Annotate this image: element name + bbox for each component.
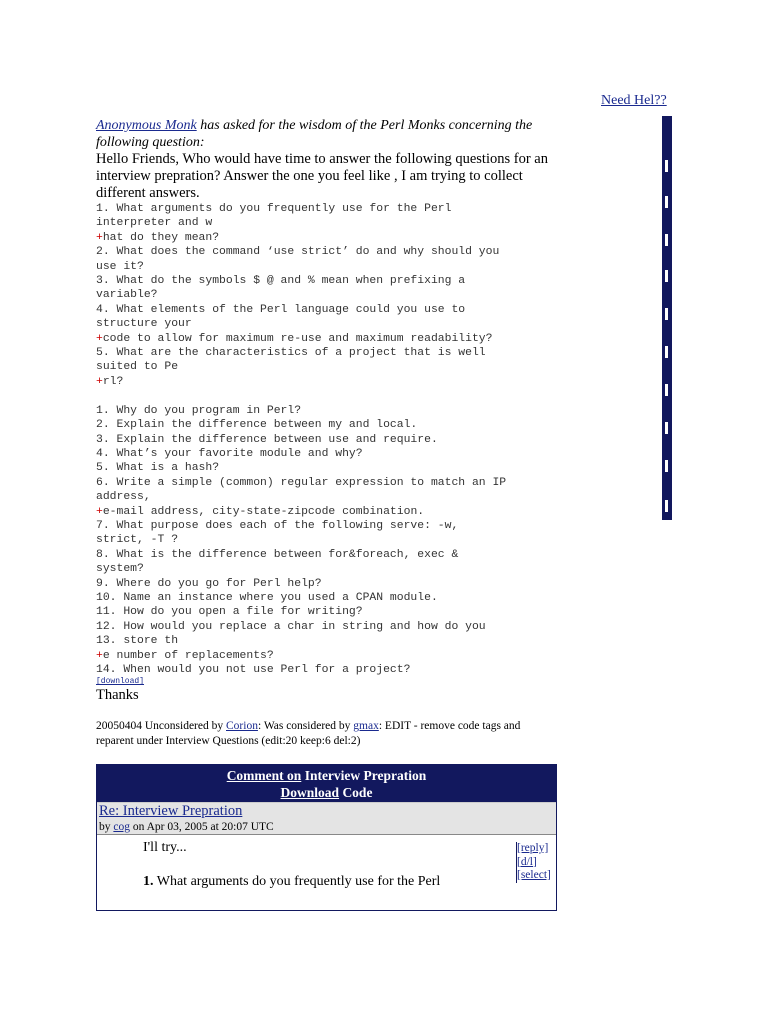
reply-line — [143, 873, 440, 890]
code-line: 1. Why do you program in Perl? — [96, 404, 302, 417]
sidebar-tick — [665, 346, 668, 358]
consider-text: Unconsidered by — [142, 720, 226, 733]
reply-links — [516, 842, 556, 883]
code-line: system? — [96, 563, 144, 576]
sidebar-tick — [665, 308, 668, 320]
sidebar-tick — [665, 384, 668, 396]
code-line: 8. What is the difference between for&foreach, exec & — [96, 548, 459, 561]
reply-date: on Apr 03, 2005 at 20:07 UTC — [129, 821, 274, 833]
code-line: +rl? — [96, 375, 124, 388]
code-line: structure your — [96, 318, 192, 331]
post-thanks: Thanks — [96, 687, 139, 704]
code-line: 3. What do the symbols $ @ and % mean when prefixing a — [96, 275, 466, 288]
code-line: +e number of replacements? — [96, 649, 274, 662]
download-link[interactable]: [download] — [96, 677, 145, 687]
sidebar-tick — [665, 270, 668, 282]
consider-text: : Was considered by — [257, 720, 354, 733]
user-link-gmax[interactable]: gmax — [353, 720, 379, 733]
dl-link[interactable]: [d/l] — [517, 855, 537, 868]
post-intro — [96, 117, 556, 151]
sidebar-bar — [662, 116, 672, 520]
need-help-link[interactable]: Need Hel?? — [601, 93, 667, 108]
author-link[interactable]: Anonymous Monk — [96, 118, 197, 133]
sidebar-tick — [665, 422, 668, 434]
code-line: 4. What elements of the Perl language could you use to — [96, 303, 466, 316]
code-line: interpreter and w — [96, 217, 213, 230]
code-line: 5. What is a hash? — [96, 462, 220, 475]
post-greeting: Hello Friends, Who would have time to answer the following questions for an interview prepration? Answer the one you feel like , I am trying to collect different answers. — [96, 151, 548, 201]
code-line: 12. How would you replace a char in string and how do you — [96, 620, 486, 633]
code-line: 7. What purpose does each of the following serve: -w, — [96, 519, 459, 532]
code-line: 11. How do you open a file for writing? — [96, 606, 363, 619]
code-line: +e-mail address, city-state-zipcode combination. — [96, 505, 425, 518]
code-line: suited to Pe — [96, 361, 179, 374]
code-line: use it? — [96, 260, 144, 273]
code-line: 2. Explain the difference between my and local. — [96, 419, 418, 432]
reply-number: 1. — [143, 874, 154, 889]
code-line: 3. Explain the difference between use and require. — [96, 433, 438, 446]
code-line: +hat do they mean? — [96, 231, 220, 244]
sidebar-tick — [665, 460, 668, 472]
reply-text: What arguments do you frequently use for the Perl — [153, 874, 441, 889]
code-line: 6. Write a simple (common) regular expression to match an IP — [96, 476, 507, 489]
sidebar-tick — [665, 160, 668, 172]
reply-line: I'll try... — [143, 840, 187, 855]
consider-date: 20050404 — [96, 720, 142, 733]
code-line: 4. What’s your favorite module and why? — [96, 447, 363, 460]
reply-by: by — [99, 821, 114, 833]
code-line: variable? — [96, 289, 158, 302]
code-line: strict, -T ? — [96, 534, 179, 547]
code-line: 9. Where do you go for Perl help? — [96, 577, 322, 590]
consideration-note — [96, 719, 556, 749]
code-line: 14. When would you not use Perl for a project? — [96, 664, 411, 676]
code-line: 5. What are the characteristics of a project that is well — [96, 347, 486, 360]
comment-box — [96, 764, 557, 911]
code-line: address, — [96, 491, 151, 504]
sidebar-tick — [665, 234, 668, 246]
consider-text: : EDIT - remove code tags and reparent under Interview Questions (edit:20 keep:6 del:2) — [96, 720, 521, 748]
reply-body — [97, 834, 556, 910]
user-link-corion[interactable]: Corion — [226, 720, 258, 733]
sidebar-tick — [665, 500, 668, 512]
code-label: Code — [339, 785, 373, 800]
post-content — [96, 117, 556, 749]
code-line: 1. What arguments do you frequently use for the Perl — [96, 203, 452, 215]
comment-title: Interview Prepration — [301, 768, 427, 783]
reply-link[interactable]: [reply] — [517, 842, 549, 854]
sidebar-tick — [665, 196, 668, 208]
select-link[interactable]: [select] — [517, 869, 551, 881]
code-line: +code to allow for maximum re-use and maximum readability? — [96, 332, 493, 345]
comment-on-link[interactable]: Comment on — [226, 768, 302, 783]
reply-header — [97, 802, 556, 834]
intro-text: has asked for the wisdom of the Perl Monks concerning the following question: — [96, 118, 533, 150]
reply-title-link[interactable]: Re: Interview Prepration — [99, 803, 243, 819]
code-line: 13. store th — [96, 635, 179, 648]
code-block — [96, 202, 556, 677]
code-line: 10. Name an instance where you used a CPAN module. — [96, 591, 438, 604]
reply-meta — [99, 820, 554, 834]
reply-user-link[interactable]: cog — [113, 821, 130, 833]
code-line: 2. What does the command ‘use strict’ do and why should you — [96, 246, 500, 259]
download-code-link[interactable]: Download — [280, 785, 340, 800]
comment-box-header — [97, 765, 556, 802]
